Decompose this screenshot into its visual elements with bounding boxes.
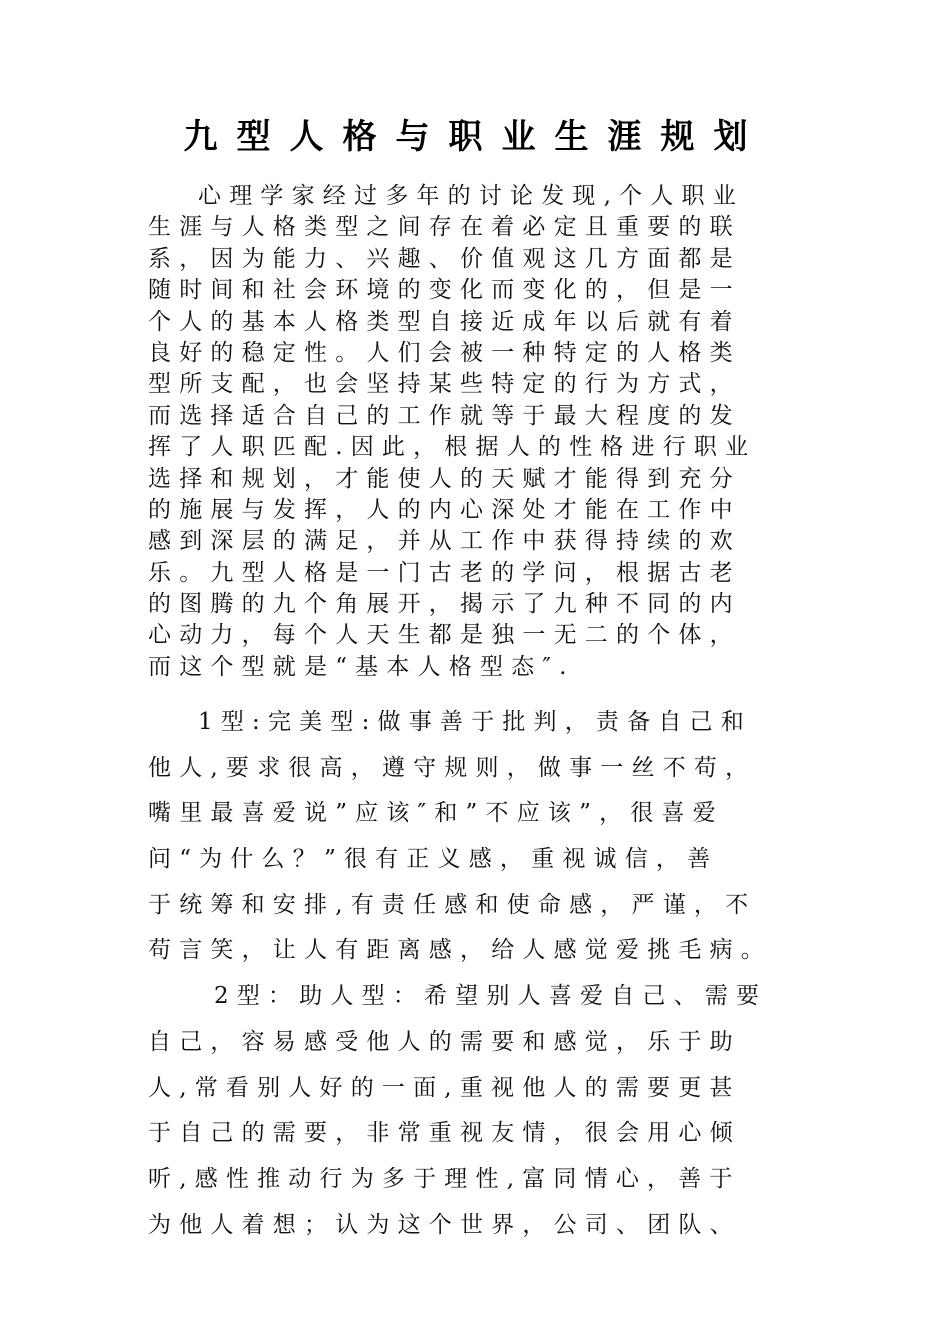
paragraph-line: 个人的基本人格类型自接近成年以后就有着 (148, 308, 741, 335)
paragraph-line: 的施展与发挥，人的内心深处才能在工作中 (148, 496, 741, 523)
paragraph-line: 挥了人职匹配.因此，根据人的性格进行职业 (148, 434, 757, 461)
paragraph-line: 型所支配，也会坚持某些特定的行为方式， (148, 371, 741, 398)
personality-types-section (148, 700, 808, 1248)
paragraph-line: 系，因为能力、兴趣、价值观这几方面都是 (148, 245, 741, 272)
type2-line: 于自己的需要，非常重视友情，很会用心倾 (148, 1120, 741, 1147)
type2-line: 人,常看别人好的一面,重视他人的需要更甚 (148, 1074, 741, 1101)
paragraph-line: 随时间和社会环境的变化而变化的，但是一 (148, 277, 741, 304)
type1-line: 于统筹和安排,有责任感和使命感，严谨，不 (148, 891, 757, 918)
document-title: 九型人格与职业生涯规划 (183, 117, 767, 157)
type1-line: 嘴里最喜爱说”应该″和”不应该”，很喜爱 (148, 800, 724, 827)
paragraph-line: 而这个型就是“基本人格型态″. (148, 653, 575, 680)
paragraph-line: 心动力，每个人天生都是独一无二的个体， (148, 622, 741, 649)
type1-line: 他人,要求很高，遵守规则，做事一丝不苟， (148, 754, 757, 781)
paragraph-line: 而选择适合自己的工作就等于最大程度的发 (148, 402, 741, 429)
type1-line: 1型:完美型:做事善于批判，责备自己和 (198, 709, 752, 735)
paragraph-line: 选择和规划，才能使人的天赋才能得到充分 (148, 465, 741, 492)
type2-line: 自己，容易感受他人的需要和感觉，乐于助 (148, 1028, 741, 1055)
intro-paragraph (148, 181, 808, 683)
type2-line: 为他人着想；认为这个世界，公司、团队、 (148, 1211, 741, 1238)
type1-line: 苟言笑，让人有距离感，给人感觉爱挑毛病。 (148, 937, 772, 964)
type2-line: 2型：助人型：希望别人喜爱自己、需要 (214, 983, 768, 1010)
paragraph-line: 的图腾的九个角展开，揭示了九种不同的内 (148, 591, 741, 618)
type1-line: 问“为什么？”很有正义感，重视诚信，善 (148, 846, 719, 873)
paragraph-line: 生涯与人格类型之间存在着必定且重要的联 (148, 214, 741, 241)
paragraph-line: 心理学家经过多年的讨论发现,个人职业 (198, 183, 744, 209)
paragraph-line: 良好的稳定性。人们会被一种特定的人格类 (148, 339, 741, 366)
paragraph-line: 感到深层的满足，并从工作中获得持续的欢 (148, 528, 741, 555)
paragraph-line: 乐。九型人格是一门古老的学问，根据古老 (148, 559, 741, 586)
type2-line: 听,感性推动行为多于理性,富同情心，善于 (148, 1165, 741, 1192)
